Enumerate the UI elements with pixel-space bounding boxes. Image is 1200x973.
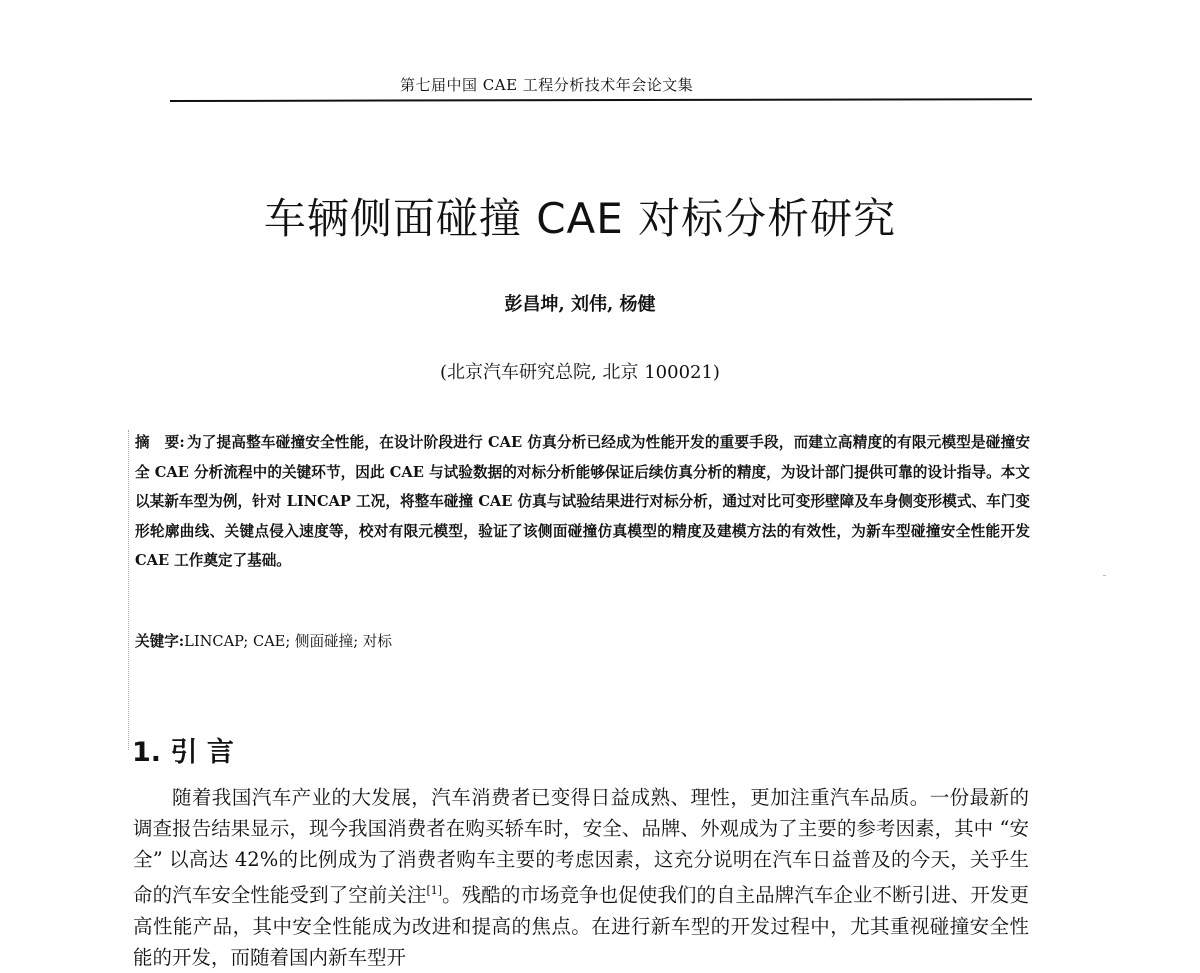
scan-speck (1103, 575, 1106, 576)
keywords-text: LINCAP; CAE; 侧面碰撞; 对标 (184, 633, 392, 650)
paragraph-text-part2: 。残酷的市场竞争也促使我们的自主品牌汽车企业不断引进、开发更高性能产品，其中安全性能成为改进和提高的焦点。在进行新车型的开发过程中，尤其重视碰撞安全性能的开发，而随着国内新车型开 (133, 884, 1029, 969)
section-heading-introduction: 1. 引 言 (132, 730, 234, 769)
abstract-text: 为了提高整车碰撞安全性能，在设计阶段进行 CAE 仿真分析已经成为性能开发的重要手段，而建立高精度的有限元模型是碰撞安全 CAE 分析流程中的关键环节，因此 CAE 与试验数据的对标分析能够保证后续仿真分析的精度，为设计部门提供可靠的设计指导。本文以某新车型为例，针对 LINCAP 工况，将整车碰撞 CAE 仿真与试验结果进行对标分析，通过对比可变形壁障及车身侧变形模式、车门变形轮廓曲线、关键点侵入速度等，校对有限元模型，验证了该侧面碰撞仿真模型的精度及建模方法的有效性，为新车型碰撞安全性能开发 CAE 工作奠定了基础。 (135, 434, 1030, 569)
paragraph-text-part1: 随着我国汽车产业的大发展，汽车消费者已变得日益成熟、理性，更加注重汽车品质。一份最新的调查报告结果显示，现今我国消费者在购买轿车时，安全、品牌、外观成为了主要的参考因素，其中 “安全” 以高达 42%的比例成为了消费者购车主要的考虑因素，这充分说明在汽车日益普及的今天，关乎生命的汽车安全性能受到了空前关注 (133, 786, 1029, 907)
authors: 彭昌坤, 刘伟, 杨健 (0, 290, 1160, 316)
affiliation: (北京汽车研究总院, 北京 100021) (0, 358, 1160, 384)
abstract-label: 摘 要: (135, 434, 185, 451)
keywords (135, 630, 392, 651)
keywords-label: 关键字: (135, 633, 184, 650)
scan-edge-artifact (128, 430, 133, 750)
header-rule (170, 98, 1032, 102)
running-header: 第七届中国 CAE 工程分析技术年会论文集 (400, 74, 820, 95)
introduction-paragraph (133, 782, 1029, 973)
abstract (135, 428, 1030, 576)
paper-title: 车辆侧面碰撞 CAE 对标分析研究 (0, 186, 1160, 246)
citation-1[interactable]: [1] (426, 884, 442, 897)
